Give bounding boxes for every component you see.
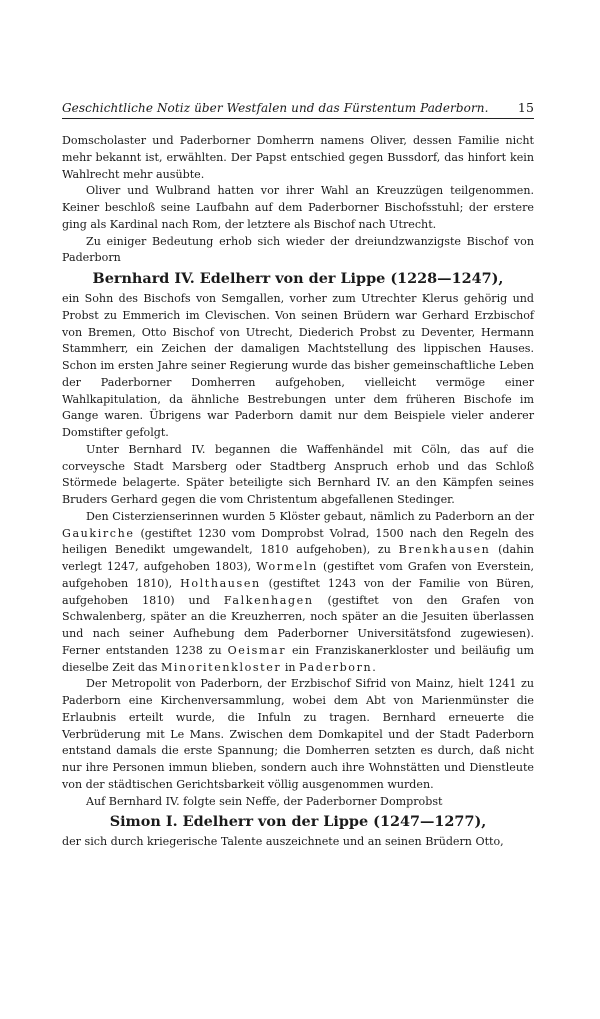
running-head-title: Geschichtliche Notiz über Westfalen und das Fürstentum Paderborn. xyxy=(62,101,489,115)
paragraph-4: ein Sohn des Bischofs von Semgallen, vorher zum Utrechter Klerus gehörig und Probst zu Emmerich im Clevischen. Von seinen Brüdern war Gerhard Erzbischof von Bremen, Otto Bischof von Utrecht, Diederich Probst zu Deventer, Hermann Stammherr, ein Zeichen der damaligen Machtstellung des lippischen Hauses. Schon im ersten Jahre seiner Regierung wurde das bisher gemeinschaftliche Leben der Paderborner Domherren aufgehoben, vielleicht vermöge einer Wahlkapitulation, da ähnliche Bestrebungen unter dem früheren Bischofe im Gange waren. Übrigens war Paderborn damit nur dem Beispiele vieler anderer Domstifter gefolgt. xyxy=(62,292,534,439)
p6-run: (gestiftet 1230 vom Domprobst Volrad, 1500 nach den Regeln des heiligen Benedikt umgewandelt, 1810 aufgehoben), zu xyxy=(62,526,534,557)
paragraph-6 xyxy=(62,509,534,677)
heading-simon-i: Simon I. Edelherr von der Lippe (1247—1277), xyxy=(109,813,487,831)
running-head xyxy=(62,100,534,119)
paragraph-7: Der Metropolit von Paderborn, der Erzbischof Sifrid von Mainz, hielt 1241 zu Paderborn eine Kirchenversammlung, wobei dem Abt von Marienmünster die Erlaubnis erteilt wurde, die Infuln zu tragen. Bernhard erneuerte die Verbrüderung mit Le Mans. Zwischen dem Domkapitel und der Stadt Paderborn entstand damals die erste Spannung; die Domherren setzten es durch, daß nicht nur ihre Personen immun blieben, sondern auch ihre Wohnstätten und Dienstleute von der städtischen Gerichtsbarkeit völlig ausgenommen wurden. xyxy=(62,677,534,791)
heading-bernhard-iv: Bernhard IV. Edelherr von der Lippe (1228—1247), xyxy=(92,270,504,287)
page-number: 15 xyxy=(517,100,534,115)
p6-run: (gestiftet vom Grafen von Everstein, aufgehoben 1810), xyxy=(62,560,534,590)
p6-run: Den Cisterzienserinnen wurden 5 Klöster gebaut, nämlich zu Paderborn an der xyxy=(86,509,534,523)
paragraph-5: Unter Bernhard IV. begannen die Waffenhändel mit Cöln, das auf die corveysche Stadt Marsberg oder Stadtberg Anspruch erhob und das Schloß Störmede belagerte. Später beteiligte sich Bernhard IV. an den Kämpfen seines Bruders Gerhard gegen die vom Christentum abgefallenen Stedinger. xyxy=(62,442,534,506)
paragraph-2: Oliver und Wulbrand hatten vor ihrer Wahl an Kreuzzügen teilgenommen. Keiner beschloß seine Laufbahn auf dem Paderborner Bischofsstuhl; der erstere ging als Kardinal nach Rom, der letztere als Bischof nach Utrecht. xyxy=(62,184,534,231)
p6-run: ein Franziskanerkloster und beiläufig um dieselbe Zeit das xyxy=(62,643,534,674)
p6-run: in xyxy=(281,660,300,674)
p6-run: . xyxy=(372,660,376,674)
paragraph-8: Auf Bernhard IV. folgte sein Neffe, der Paderborner Domprobst xyxy=(86,794,443,808)
paragraph-1: Domscholaster und Paderborner Domherrn namens Oliver, dessen Familie nicht mehr bekannt ist, erwählten. Der Papst entschied gegen Bussdorf, das hinfort kein Wahlrecht mehr ausübte. xyxy=(62,134,534,181)
p6-run: (gestiftet von den Grafen von Schwalenberg, später an die Kreuzherren, noch später an die Jesuiten überlassen und nach seiner Aufhebung dem Paderborner Universitätsfond zugewiesen). Ferner entstanden 1238 zu xyxy=(62,593,534,657)
paragraph-9: der sich durch kriegerische Talente auszeichnete und an seinen Brüdern Otto, xyxy=(62,835,504,849)
place-name: Falkenhagen xyxy=(223,593,314,607)
place-name: Brenkhausen xyxy=(398,543,491,557)
book-page xyxy=(62,100,534,851)
place-name: Oeismar xyxy=(227,643,287,657)
place-name: Holthausen xyxy=(180,576,261,590)
paragraph-3: Zu einiger Bedeutung erhob sich wieder der dreiundzwanzigste Bischof von Paderborn xyxy=(62,234,534,265)
place-name: Wormeln xyxy=(256,560,318,573)
place-name: Gaukirche xyxy=(62,526,135,540)
p6-run: (dahin verlegt 1247, aufgehoben 1803), xyxy=(62,543,534,573)
p6-run: (gestiftet 1243 von der Familie von Büren, aufgehoben 1810) und xyxy=(62,576,534,607)
place-name: Minoritenkloster xyxy=(160,660,282,674)
place-name: Paderborn xyxy=(299,660,373,674)
